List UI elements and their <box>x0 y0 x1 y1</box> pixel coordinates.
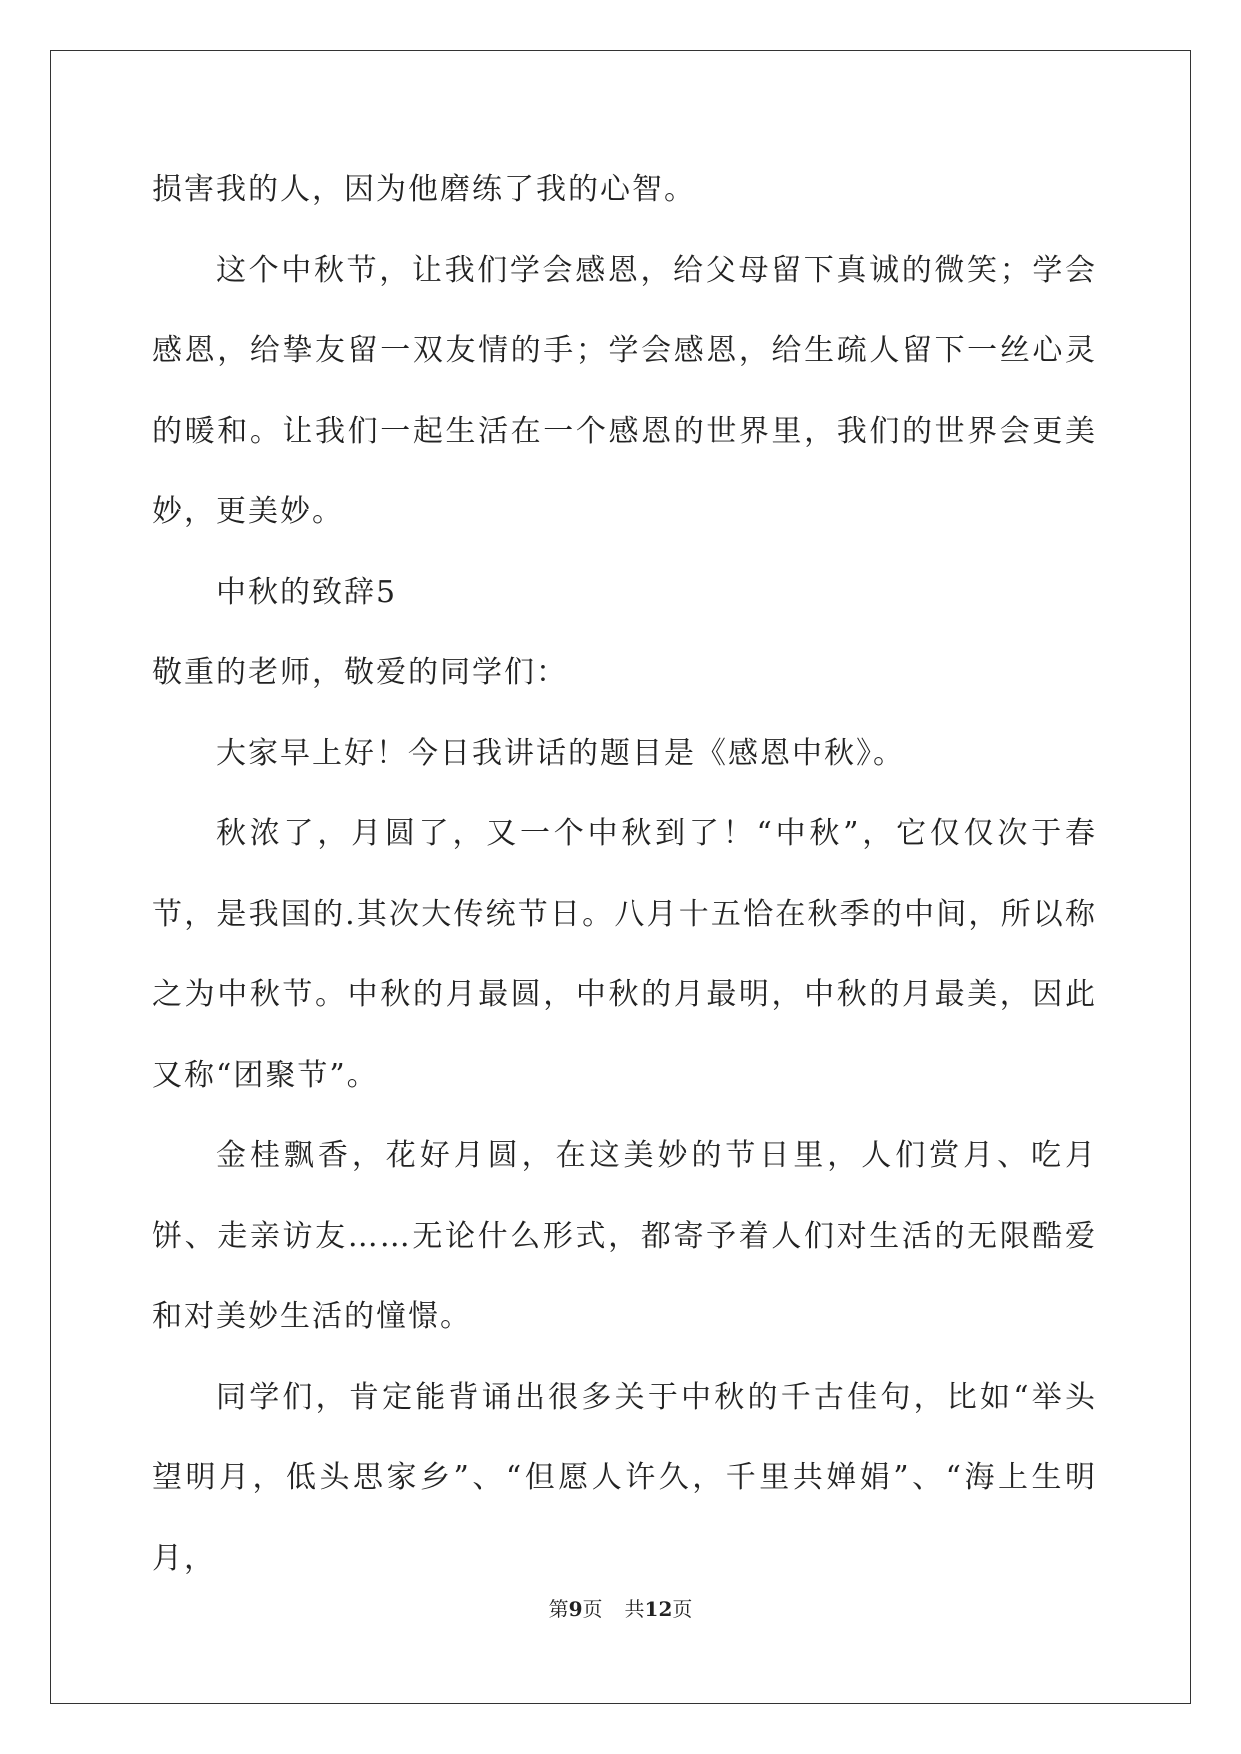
total-page-count: 12 <box>644 1597 673 1621</box>
current-page-number: 9 <box>568 1597 583 1621</box>
paragraph: 这个中秋节，让我们学会感恩，给父母留下真诚的微笑；学会感恩，给挚友留一双友情的手；学会感恩，给生疏人留下一丝心灵的暖和。让我们一起生活在一个感恩的世界里，我们的世界会更美妙，更美妙。 <box>152 252 1097 529</box>
paragraph: 损害我的人，因为他磨练了我的心智。 <box>152 172 696 207</box>
footer-page-unit: 页 <box>582 1597 603 1621</box>
document-body <box>152 150 1097 1599</box>
salutation: 敬重的老师，敬爱的同学们： <box>152 655 568 690</box>
paragraph: 同学们，肯定能背诵出很多关于中秋的千古佳句，比如“举头望明月，低头思家乡”、“但愿人许久，千里共婵娟”、“海上生明月， <box>152 1379 1097 1576</box>
footer-total-prefix: 共 <box>624 1597 645 1621</box>
footer-total-unit: 页 <box>672 1597 693 1621</box>
footer-prefix: 第 <box>548 1597 569 1621</box>
paragraph: 金桂飘香，花好月圆，在这美妙的节日里，人们赏月、吃月饼、走亲访友……无论什么形式，都寄予着人们对生活的无限酷爱和对美妙生活的憧憬。 <box>152 1138 1097 1334</box>
paragraph: 大家早上好！今日我讲话的题目是《感恩中秋》。 <box>216 735 905 771</box>
section-heading: 中秋的致辞5 <box>216 574 398 610</box>
page-footer <box>0 1596 1241 1622</box>
paragraph: 秋浓了，月圆了，又一个中秋到了！“中秋”，它仅仅次于春节，是我国的.其次大传统节日。八月十五恰在秋季的中间，所以称之为中秋节。中秋的月最圆，中秋的月最明，中秋的月最美，因此又称“团聚节”。 <box>152 816 1097 1093</box>
